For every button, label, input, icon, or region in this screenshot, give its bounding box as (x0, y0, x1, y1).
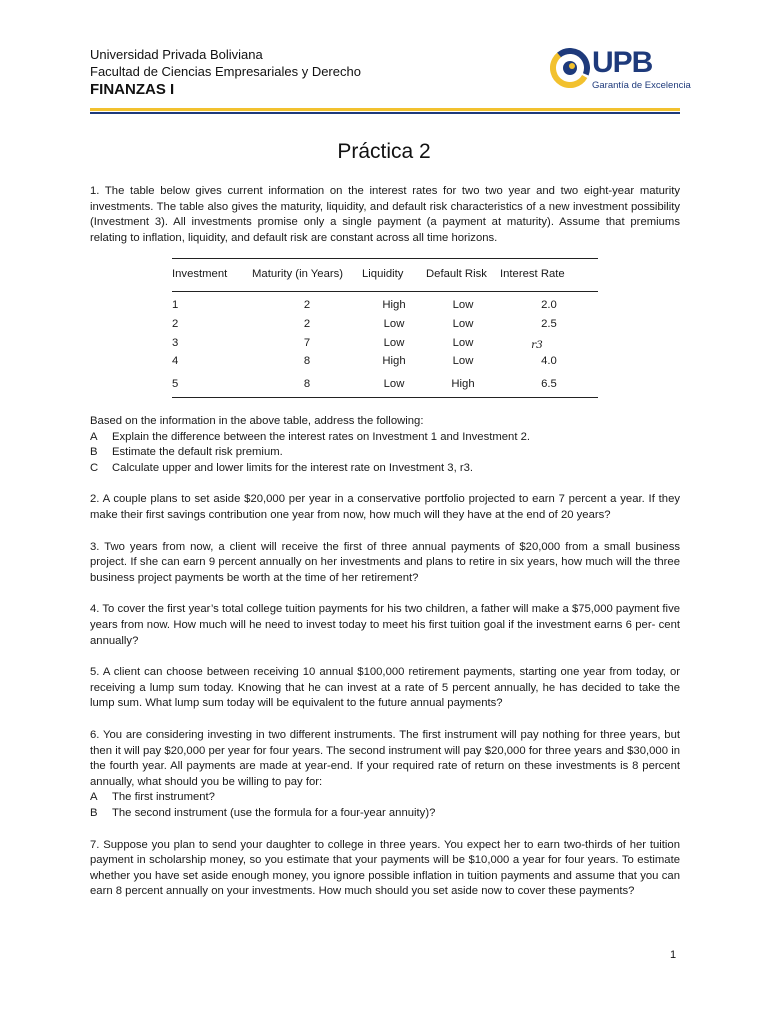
part-letter: B (90, 446, 98, 459)
logo-wordmark: UPB (592, 46, 653, 79)
question-1-intro: 1. The table below gives current information on the interest rates for two two year and two eight-year maturity investments. The table also gives the maturity, liquidity, and default risk characteristics of a new investment possibility (Investment 3). All investments promise only a single payment (a payment at maturity). Assume that premiums relating to inflation, liquidity, and default risk are constant across all time horizons. (90, 185, 680, 244)
question-1-part-c (90, 461, 680, 477)
header-rule-gold (90, 108, 680, 111)
upb-logo-emblem-icon (550, 48, 590, 88)
cell-maturity: 8 (252, 372, 362, 398)
part-letter: C (90, 461, 99, 474)
cell-investment: 2 (172, 317, 179, 330)
part-text: Calculate upper and lower limits for the interest rate on Investment 3, r3. (112, 461, 474, 474)
document-body (90, 184, 680, 900)
question-4: 4. To cover the first year’s total college tuition payments for his two children, a father will make a $75,000 payment five years from now. How much will he need to invest today to meet his first tuition goal if the investment earns 6 per- cent annually? (90, 603, 680, 647)
investment-table (172, 258, 598, 398)
cell-interest-rate (500, 334, 598, 353)
page-header (90, 46, 691, 104)
cell-interest-rate: 2.0 (541, 298, 557, 311)
part-text: Explain the difference between the interest rates on Investment 1 and Investment 2. (112, 430, 531, 443)
question-3: 3. Two years from now, a client will receive the first of three annual payments of $20,000 from a small business project. If she can earn 9 percent annually on her investments and plans to retire in six years, how much will the three business project payments be worth at the time of her retirement? (90, 540, 680, 584)
question-7: 7. Suppose you plan to send your daughter to college in three years. You expect her to earn two-thirds of her tuition payment in scholarship money, so you estimate that your payments will be $10,000 a year for four years. To estimate whether you have set aside enough money, you ignore possible inflation in tuition payments and assume that you can earn 8 percent annually on your investments. How much should you set aside now to cover these payments? (90, 838, 680, 898)
question-5: 5. A client can choose between receiving 10 annual $100,000 retirement payments, starting one year from today, or receiving a lump sum today. Knowing that he can invest at a rate of 5 percent annually, he has decided to take the lump sum. What lump sum today will be equivalent to the future annual payments? (90, 666, 680, 710)
faculty-name: Facultad de Ciencias Empresariales y Derecho (90, 64, 361, 79)
table-row (172, 315, 598, 334)
cell-maturity: 8 (303, 355, 311, 368)
cell-investment: 1 (172, 298, 179, 311)
upb-logo (550, 46, 691, 94)
cell-interest-rate: 6.5 (500, 372, 598, 398)
cell-liquidity: Low (383, 336, 405, 349)
part-letter: B (90, 806, 98, 819)
page-title: Práctica 2 (337, 140, 431, 163)
cell-maturity: 2 (303, 298, 311, 311)
cell-default-risk: High (426, 372, 500, 398)
table-row (172, 372, 598, 398)
logo-tagline: Garantía de Excelencia (592, 80, 691, 91)
cell-interest-rate: 4.0 (541, 355, 557, 368)
part-letter: A (90, 430, 98, 443)
question-1-part-b (90, 445, 680, 461)
column-header: Maturity (in Years) (252, 259, 362, 292)
question-6-intro: 6. You are considering investing in two different instruments. The first instrument will pay nothing for three years, but then it will pay $20,000 per year for four years. The second instrument will pay $20,000 for three years and $30,000 in the fourth year. All payments are made at year-end. If your required rate of return on these investments is 8 percent annually, what should you be willing to pay for: (90, 729, 680, 788)
column-header: Interest Rate (500, 259, 598, 292)
cell-investment: 3 (172, 336, 179, 349)
header-rule-blue (90, 112, 680, 114)
cell-interest-rate: 2.5 (541, 317, 557, 330)
cell-investment: 5 (172, 372, 252, 398)
cell-maturity: 2 (303, 317, 311, 330)
question-1-part-a (90, 430, 680, 446)
cell-investment: 4 (172, 355, 179, 368)
part-text: The second instrument (use the formula for a four-year annuity)? (112, 806, 436, 819)
question-1-followup: Based on the information in the above table, address the following: (90, 415, 424, 428)
column-header: Investment (172, 259, 252, 292)
part-text: Estimate the default risk premium. (112, 446, 283, 459)
table-row (172, 291, 598, 315)
page-number: 1 (670, 949, 677, 961)
cell-liquidity: Low (362, 372, 426, 398)
cell-maturity: 7 (303, 336, 311, 349)
table-header-row (172, 259, 598, 292)
cell-default-risk: Low (452, 317, 474, 330)
cell-default-risk: Low (452, 355, 474, 368)
cell-liquidity: Low (383, 317, 405, 330)
cell-liquidity: High (382, 298, 406, 311)
cell-liquidity: High (382, 355, 406, 368)
table-row (172, 334, 598, 353)
question-6-part-b (90, 806, 680, 822)
part-text: The first instrument? (112, 791, 215, 804)
university-name: Universidad Privada Boliviana (90, 47, 263, 62)
part-letter: A (90, 791, 98, 804)
cell-default-risk: Low (452, 298, 474, 311)
rate-symbol-r3: r3 (531, 338, 543, 351)
column-header: Default Risk (426, 259, 500, 292)
table-row (172, 353, 598, 372)
course-name: FINANZAS I (90, 81, 175, 98)
cell-default-risk: Low (452, 336, 474, 349)
question-6-part-a (90, 790, 680, 806)
column-header: Liquidity (362, 259, 426, 292)
question-2: 2. A couple plans to set aside $20,000 per year in a conservative portfolio projected to earn 7 percent a year. If they make their first savings contribution one year from now, how much will they have at the end of 20 years? (90, 493, 680, 522)
